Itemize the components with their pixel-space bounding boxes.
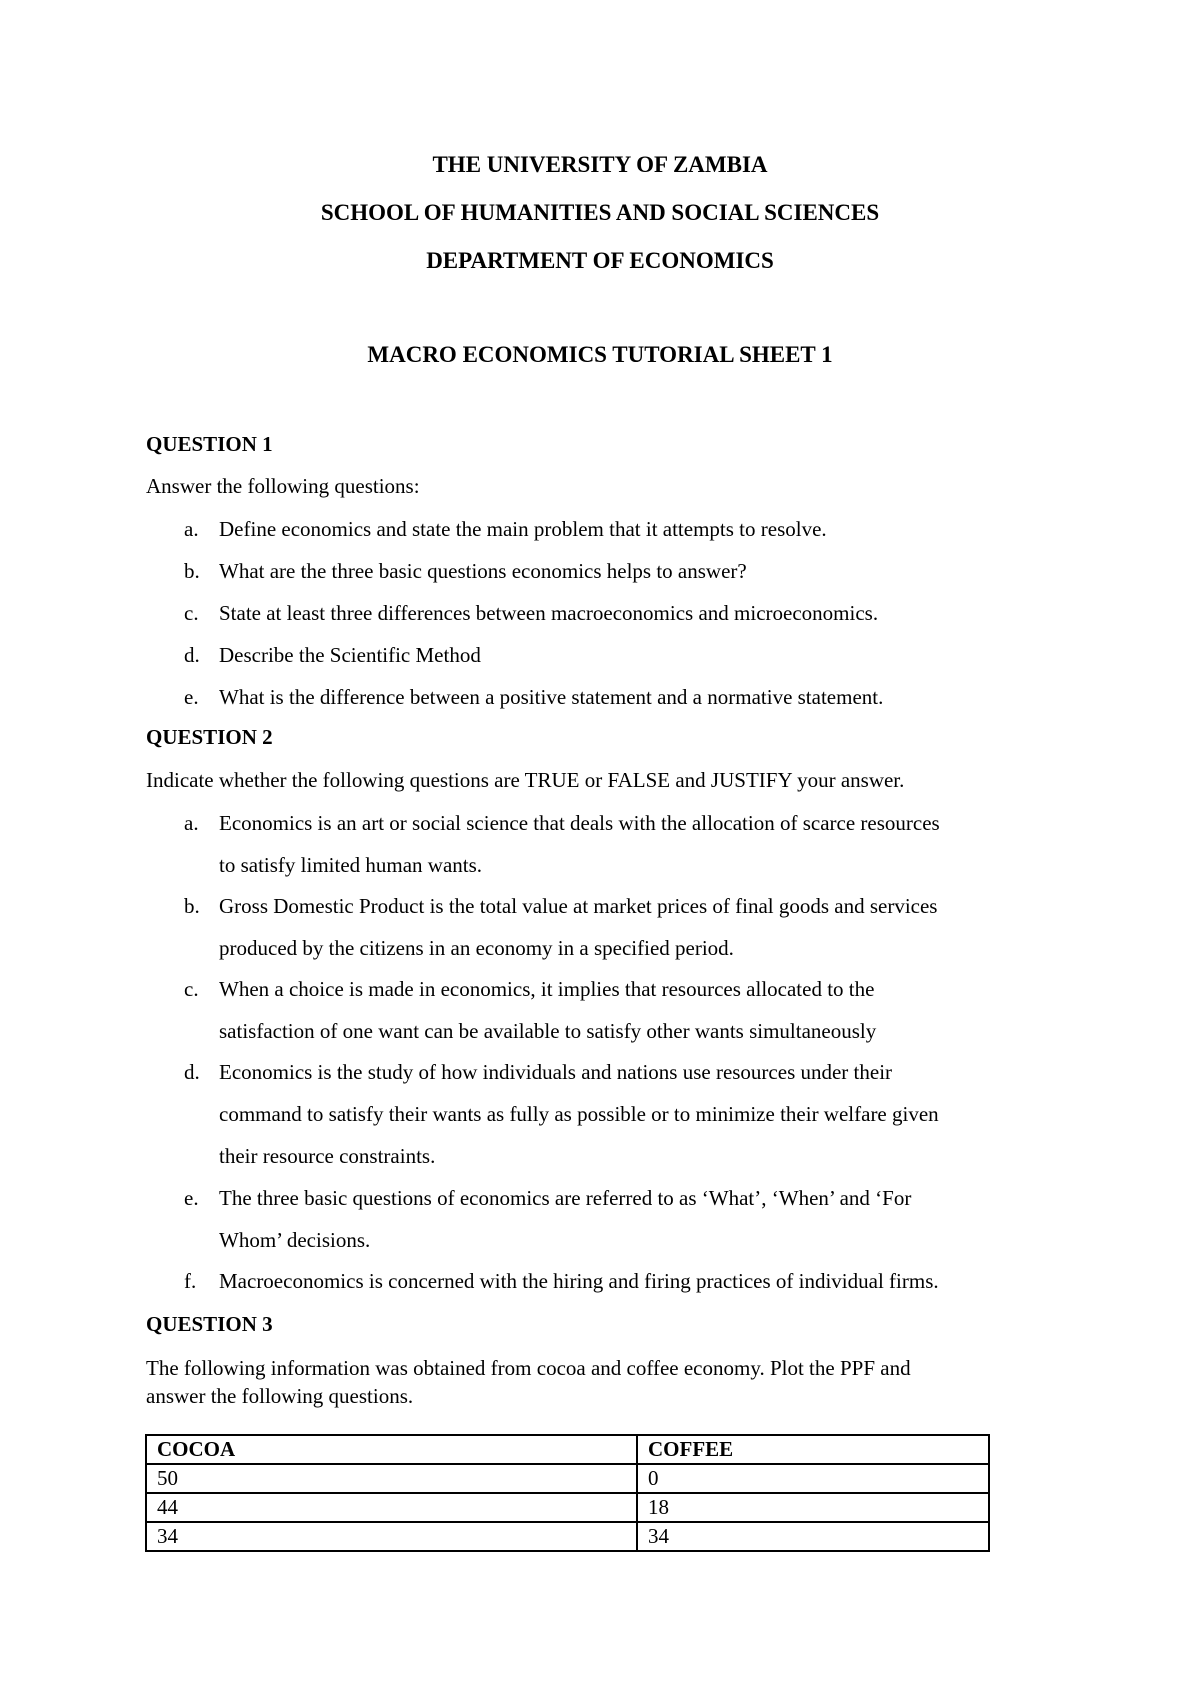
item-text-line2: Whom’ decisions. xyxy=(219,1228,371,1252)
university-name: THE UNIVERSITY OF ZAMBIA xyxy=(432,152,768,177)
item-label: a. xyxy=(184,811,199,835)
item-label: a. xyxy=(184,517,199,541)
question-1-heading: QUESTION 1 xyxy=(146,432,273,456)
sheet-title: MACRO ECONOMICS TUTORIAL SHEET 1 xyxy=(367,342,833,367)
item-text-line2: produced by the citizens in an economy in a specified period. xyxy=(219,936,734,960)
item-text: What is the difference between a positive statement and a normative statement. xyxy=(219,685,884,709)
item-label: c. xyxy=(184,977,199,1001)
table-row xyxy=(146,1464,989,1493)
item-label: f. xyxy=(184,1269,197,1293)
item-label: d. xyxy=(184,1060,200,1084)
item-label: e. xyxy=(184,685,199,709)
department-name: DEPARTMENT OF ECONOMICS xyxy=(426,248,774,273)
item-label: b. xyxy=(184,559,200,583)
column-header-cocoa: COCOA xyxy=(146,1435,637,1464)
question-1-intro: Answer the following questions: xyxy=(146,474,420,498)
item-text-line1: Gross Domestic Product is the total value at market prices of final goods and services xyxy=(219,894,938,918)
table-row xyxy=(146,1493,989,1522)
table-cell: 44 xyxy=(146,1493,637,1522)
item-text-line1: Economics is an art or social science that deals with the allocation of scarce resources xyxy=(219,811,940,835)
item-label: d. xyxy=(184,643,200,667)
table-cell: 0 xyxy=(637,1464,989,1493)
column-header-coffee: COFFEE xyxy=(637,1435,989,1464)
question-3-heading: QUESTION 3 xyxy=(146,1312,273,1336)
item-text-line2: satisfaction of one want can be available to satisfy other wants simultaneously xyxy=(219,1019,877,1043)
item-text-line1: The three basic questions of economics are referred to as ‘What’, ‘When’ and ‘For xyxy=(219,1186,912,1210)
table-cell: 50 xyxy=(146,1464,637,1493)
item-text: Describe the Scientific Method xyxy=(219,643,481,667)
item-text-line1: Macroeconomics is concerned with the hiring and firing practices of individual firms. xyxy=(219,1269,939,1293)
question-3-intro-line1: The following information was obtained from cocoa and coffee economy. Plot the PPF and xyxy=(146,1356,911,1380)
item-label: e. xyxy=(184,1186,199,1210)
table-cell: 34 xyxy=(637,1522,989,1551)
item-text-line3: their resource constraints. xyxy=(219,1144,436,1168)
question-2-heading: QUESTION 2 xyxy=(146,725,273,749)
item-text-line2: to satisfy limited human wants. xyxy=(219,853,483,877)
item-text: What are the three basic questions economics helps to answer? xyxy=(219,559,747,583)
table-header-row xyxy=(146,1435,989,1464)
item-label: c. xyxy=(184,601,199,625)
table-cell: 18 xyxy=(637,1493,989,1522)
question-3-intro-line2: answer the following questions. xyxy=(146,1384,414,1408)
item-text-line1: When a choice is made in economics, it implies that resources allocated to the xyxy=(219,977,875,1001)
table-row xyxy=(146,1522,989,1551)
item-text: State at least three differences between macroeconomics and microeconomics. xyxy=(219,601,879,625)
item-text-line1: Economics is the study of how individuals and nations use resources under their xyxy=(219,1060,893,1084)
school-name: SCHOOL OF HUMANITIES AND SOCIAL SCIENCES xyxy=(320,200,880,225)
item-label: b. xyxy=(184,894,200,918)
cocoa-coffee-table xyxy=(145,1434,990,1552)
item-text: Define economics and state the main problem that it attempts to resolve. xyxy=(219,517,827,541)
question-2-intro: Indicate whether the following questions are TRUE or FALSE and JUSTIFY your answer. xyxy=(146,768,905,792)
table-cell: 34 xyxy=(146,1522,637,1551)
item-text-line2: command to satisfy their wants as fully as possible or to minimize their welfare given xyxy=(219,1102,939,1126)
